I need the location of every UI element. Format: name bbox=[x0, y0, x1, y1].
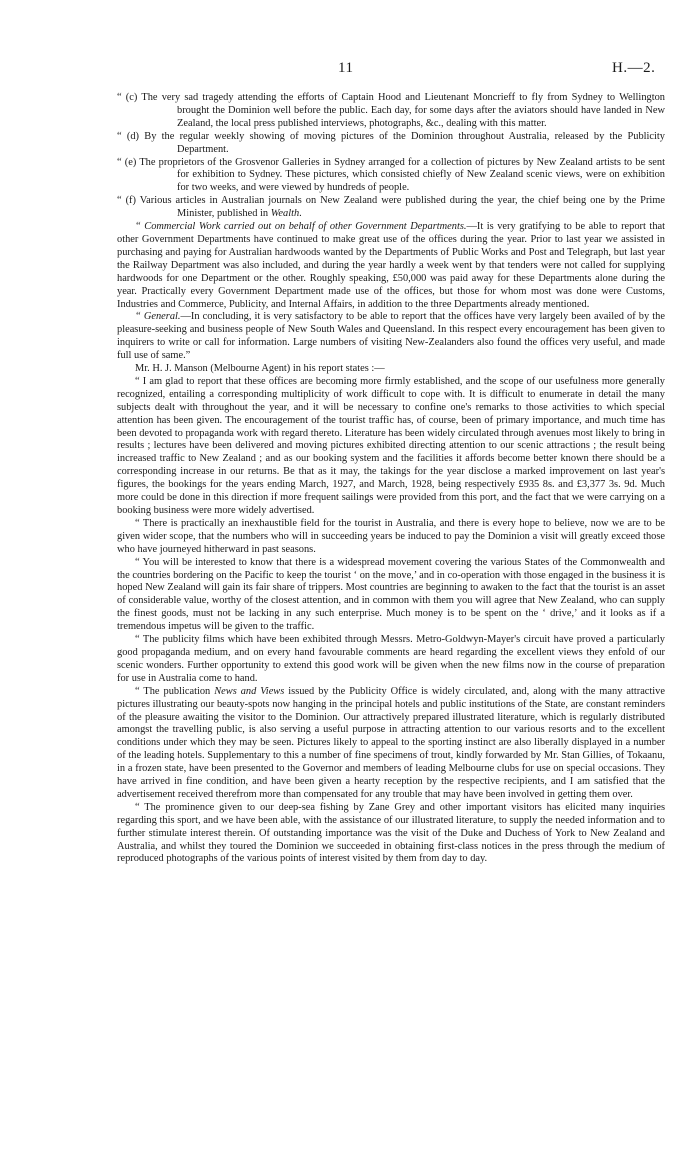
commercial-heading: “ Commercial Work carried out on behalf of other Government Departments. bbox=[135, 221, 467, 233]
publication-title: News and Views bbox=[214, 685, 285, 697]
list-item-d bbox=[117, 131, 665, 157]
list-item-e bbox=[117, 157, 665, 196]
intro-paragraph: Mr. H. J. Manson (Melbourne Agent) in his report states :— bbox=[135, 363, 385, 375]
publication-lead: “ The publication bbox=[135, 685, 211, 697]
publication-name: Wealth bbox=[270, 208, 300, 220]
item-label: “ (f) bbox=[117, 195, 136, 207]
final-paragraph: “ The prominence given to our deep-sea fishing by Zane Grey and other important visitors has elicited many inquiries regarding this sport, and we have been able, with the assistance of our illustrated literature, to supply the needed information and to further stimulate interest therein. Of outstanding importance was the visit of the Duke and Duchess of York to New Zealand and Australia, and whilst they toured the Dominion we succeeded in obtaining first-class notices in the press through the medium of reproduced photographs of the various points of interest visited by them from day to day. bbox=[117, 801, 665, 865]
publication-paragraph bbox=[117, 686, 665, 802]
manson-paragraph-4: “ The publicity films which have been exhibited through Messrs. Metro-Goldwyn-Mayer's circuit have proved a particularly good propaganda medium, and on every hand favourable comments are heard regarding the excellent views they enfold of our scenic wonders. Further opportunity to extend this good work will be given when the new films now in the course of preparation for use in Australia come to hand. bbox=[117, 634, 665, 684]
item-text: By the regular weekly showing of moving pictures of the Dominion throughout Australia, released by the Publicity Department. bbox=[144, 130, 666, 155]
body-text bbox=[117, 92, 665, 866]
commercial-paragraph bbox=[117, 221, 665, 311]
general-text: —In concluding, it is very satisfactory to be able to report that the offices have very largely been availed of by the pleasure-seeking and business people of New South Wales and Queensland. In this respect every encouragement has been given to inquirers to write or call for information. Large numbers of visiting New-Zealanders also found the offices very useful, and made full use of same.” bbox=[117, 311, 665, 362]
document-code: H.—2. bbox=[612, 60, 656, 76]
list-item-f bbox=[117, 195, 665, 221]
general-paragraph bbox=[117, 311, 665, 363]
item-label: “ (e) bbox=[117, 156, 137, 168]
publication-text: issued by the Publicity Office is widely circulated, and, along with the many attractive pictures illustrating our beauty-spots now hanging in the principal hotels and public institutions of the State, are constant reminders of the pleasure awaiting the visitor to the Dominion. Our attractively prepared illustrated literature, which is regularly distributed amongst the travelling public, is also serving a useful purpose in attracting attention to our various resorts and to the excellent conditions under which they may be seen. Pictures likely to appeal to the sporting instinct are also liberally displayed in a number of the leading hotels. Supplementary to this a number of fine specimens of trout, kindly forwarded by Mr. Stan Gillies, of Tokaanu, in a frozen state, have been presented to the Governor and members of leading Melbourne clubs for use on special occasions. They have arrived in fine condition, and have been given a hearty reception by the respective recipients, and I am satisfied that the advertisement received therefrom more than compensated for any trouble that may have been involved in getting them over. bbox=[117, 685, 665, 800]
page-number: 11 bbox=[338, 60, 354, 76]
manson-paragraph-3: “ You will be interested to know that there is a widespread movement covering the various States of the Commonwealth and the countries bordering on the Pacific to keep the tourist ‘ on the move,’ and in co-operation with those engaged in the business it is hoped New Zealand will gain its fair share of trippers. Most countries are beginning to awaken to the fact that the tourist is an asset of considerable value, worthy of the closest attention, and in common with them you will agree that New Zealand, who can supply the finest goods, must not be lacking in any such enterprise. Much money is to be spent on the ‘ drive,’ and it looks as if a tremendous impetus will be given to the traffic. bbox=[117, 556, 665, 633]
item-label: “ (d) bbox=[117, 130, 139, 142]
item-label: “ (c) bbox=[117, 92, 138, 103]
general-heading: “ General. bbox=[135, 311, 181, 323]
commercial-text: —It is very gratifying to be able to report that other Government Departments have continued to make great use of the offices during the year. Prior to last year we assisted in purchasing and paying for Australian hardwoods wanted by the Departments of Public Works and Post and Telegraph, but last year the Railway Department was also included, and during the year hardly a week went by that tenders were not called for supplying hardwoods for one Department or the other. Roughly speaking, £50,000 was paid away for these Departments alone during the year. Practically every Government Department made use of the offices, but those for whom most was done were Customs, Industries and Commerce, Publicity, and Internal Affairs, in addition to the three Departments already mentioned. bbox=[117, 221, 666, 310]
list-item-c bbox=[117, 92, 665, 131]
item-text: Various articles in Australian journals on New Zealand were published during the year, the chief being one by the Prime Minister, published in bbox=[139, 195, 665, 220]
item-text: The proprietors of the Grosvenor Galleries in Sydney arranged for a collection of pictures by New Zealand artists to be sent for exhibition to Sydney. These pictures, which consisted chiefly of New Zealand scenic views, were on exhibition for two weeks, and were viewed by hundreds of people. bbox=[139, 156, 666, 194]
item-end: . bbox=[299, 208, 302, 220]
item-text: The very sad tragedy attending the efforts of Captain Hood and Lieutenant Moncrieff to fly from Sydney to Wellington brought the Dominion well before the public. Each day, for some days after the aviators should have landed in New Zealand, the local press published interviews, photographs, &c., dealing with this matter. bbox=[141, 92, 665, 129]
manson-paragraph-1: “ I am glad to report that these offices are becoming more firmly established, and the scope of our usefulness more generally recognized, entailing a corresponding multiplicity of work difficult to cope with. It is difficult to enumerate in detail the many subjects dealt with throughout the year, and it will be necessary to confine one's remarks to those activities to which special attention has been given. The encouragement of the tourist traffic has, of course, been of primary importance, and much time has been devoted to propaganda work with regard thereto. Literature has been widely circulated through avenues most likely to bring in results ; lectures have been delivered and moving pictures exhibited directing attention to our scenic attractions ; the result being increased traffic to New Zealand ; and as our booking system and the facilities it affords become better known there should be a corresponding increase in our returns. Be that as it may, the takings for the year disclose a marked improvement on last year's figures, the bookings for the years ending March, 1927, and March, 1928, being respectively £935 8s. and £3,377 3s. 9d. Much more could be done in this direction if more frequent sailings were provided from this port, and the fact that we were carrying on a booking business were more widely advertised. bbox=[117, 375, 665, 516]
manson-paragraph-2: “ There is practically an inexhaustible field for the tourist in Australia, and there is every hope to believe, now we are to be given wider scope, that the numbers who will in succeeding years be induced to pay the Dominion a visit will greatly exceed those who have journeyed hitherward in past seasons. bbox=[117, 517, 665, 555]
